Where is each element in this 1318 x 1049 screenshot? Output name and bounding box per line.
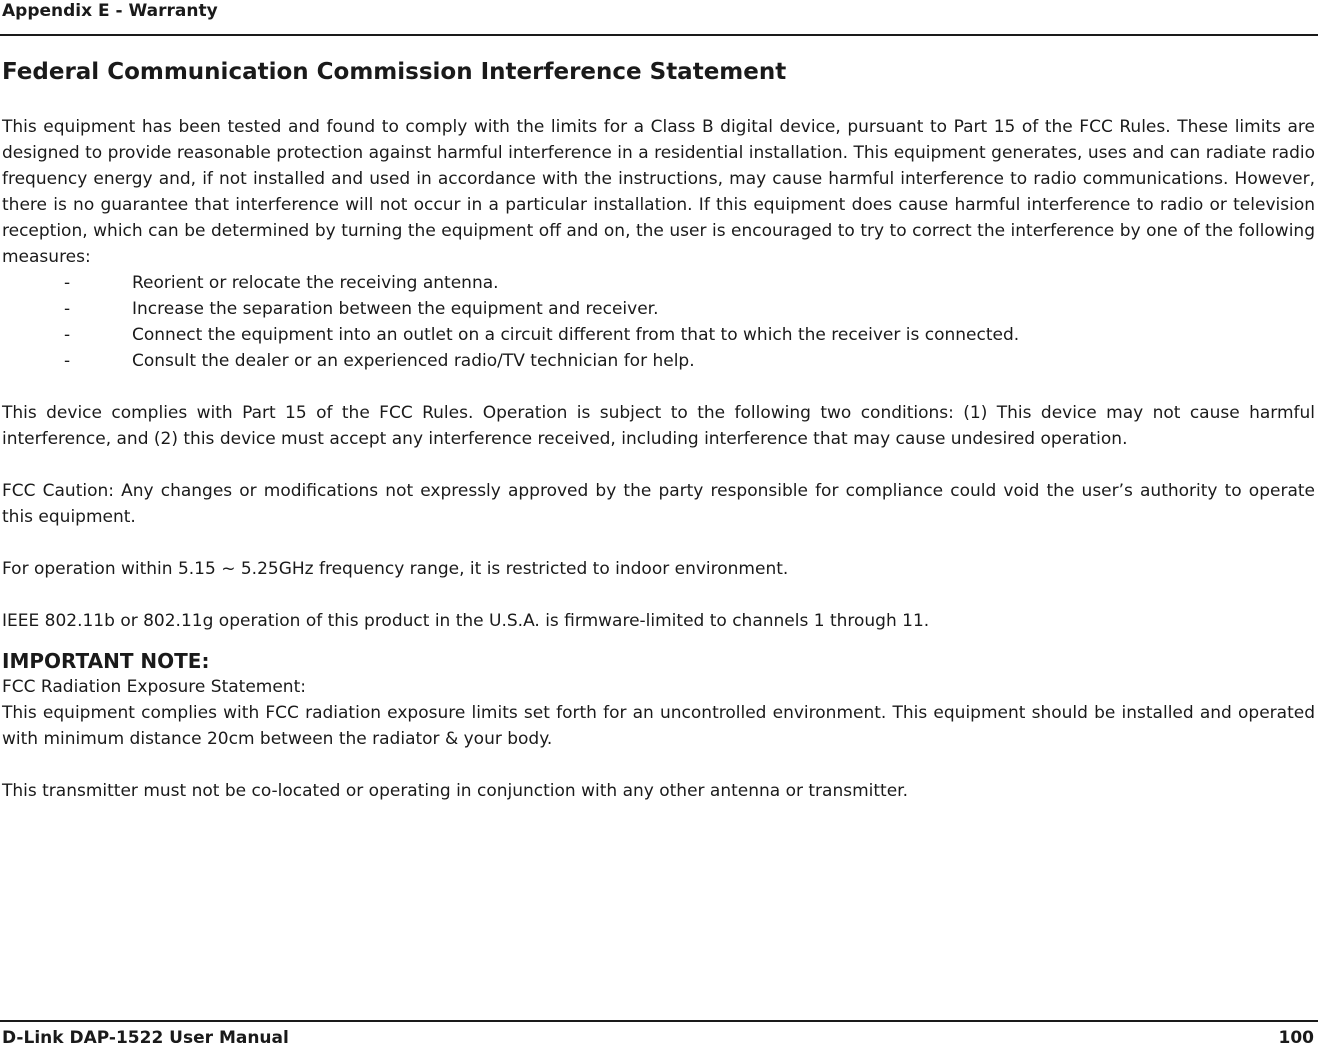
- measures-list: [2, 270, 1315, 374]
- radiation-title: FCC Radiation Exposure Statement:: [2, 677, 306, 697]
- list-item: [2, 270, 1315, 296]
- colocation-paragraph: This transmitter must not be co-located or operating in conjunction with any other antenna or transmitter.: [2, 781, 909, 801]
- bullet-dash: -: [64, 351, 71, 371]
- header-divider: [0, 34, 1318, 36]
- measure-text: Consult the dealer or an experienced radio/TV technician for help.: [132, 351, 695, 371]
- bullet-dash: -: [64, 325, 71, 345]
- footer-divider: [0, 1020, 1318, 1022]
- radiation-paragraph: This equipment complies with FCC radiation exposure limits set forth for an uncontrolled environment. This equipment should be installed and operated with minimum distance 20cm between the radiator & your body.: [2, 703, 1315, 749]
- section-header: Appendix E - Warranty: [2, 1, 218, 21]
- manual-title: D-Link DAP-1522 User Manual: [2, 1028, 289, 1048]
- measure-text: Increase the separation between the equipment and receiver.: [132, 299, 659, 319]
- caution-paragraph: FCC Caution: Any changes or modifications not expressly approved by the party responsible for compliance could void the user’s authority to operate this equipment.: [2, 481, 1315, 527]
- list-item: [2, 348, 1315, 374]
- list-item: [2, 296, 1315, 322]
- measure-text: Connect the equipment into an outlet on a circuit different from that to which the receiver is connected.: [132, 325, 1020, 345]
- intro-paragraph: This equipment has been tested and found to comply with the limits for a Class B digital device, pursuant to Part 15 of the FCC Rules. These limits are designed to provide reasonable protection against harmful interference in a residential installation. This equipment generates, uses and can radiate radio frequency energy and, if not installed and used in accordance with the instructions, may cause harmful interference to radio communications. However, there is no guarantee that interference will not occur in a particular installation. If this equipment does cause harmful interference to radio or television reception, which can be determined by turning the equipment off and on, the user is encouraged to try to correct the interference by one of the following measures:: [2, 117, 1315, 267]
- measure-text: Reorient or relocate the receiving antenna.: [132, 273, 499, 293]
- bullet-dash: -: [64, 299, 71, 319]
- list-item: [2, 322, 1315, 348]
- part15-paragraph: This device complies with Part 15 of the FCC Rules. Operation is subject to the following two conditions: (1) This device may not cause harmful interference, and (2) this device must accept any interference received, including interference that may cause undesired operation.: [2, 403, 1315, 449]
- frequency-paragraph: For operation within 5.15 ~ 5.25GHz frequency range, it is restricted to indoor environment.: [2, 559, 789, 579]
- page-number: 100: [1278, 1028, 1314, 1048]
- ieee-paragraph: IEEE 802.11b or 802.11g operation of this product in the U.S.A. is firmware-limited to channels 1 through 11.: [2, 611, 930, 631]
- document-body: [2, 114, 1315, 804]
- page-title: Federal Communication Commission Interference Statement: [2, 59, 787, 85]
- bullet-dash: -: [64, 273, 71, 293]
- important-note-heading: IMPORTANT NOTE:: [2, 649, 210, 673]
